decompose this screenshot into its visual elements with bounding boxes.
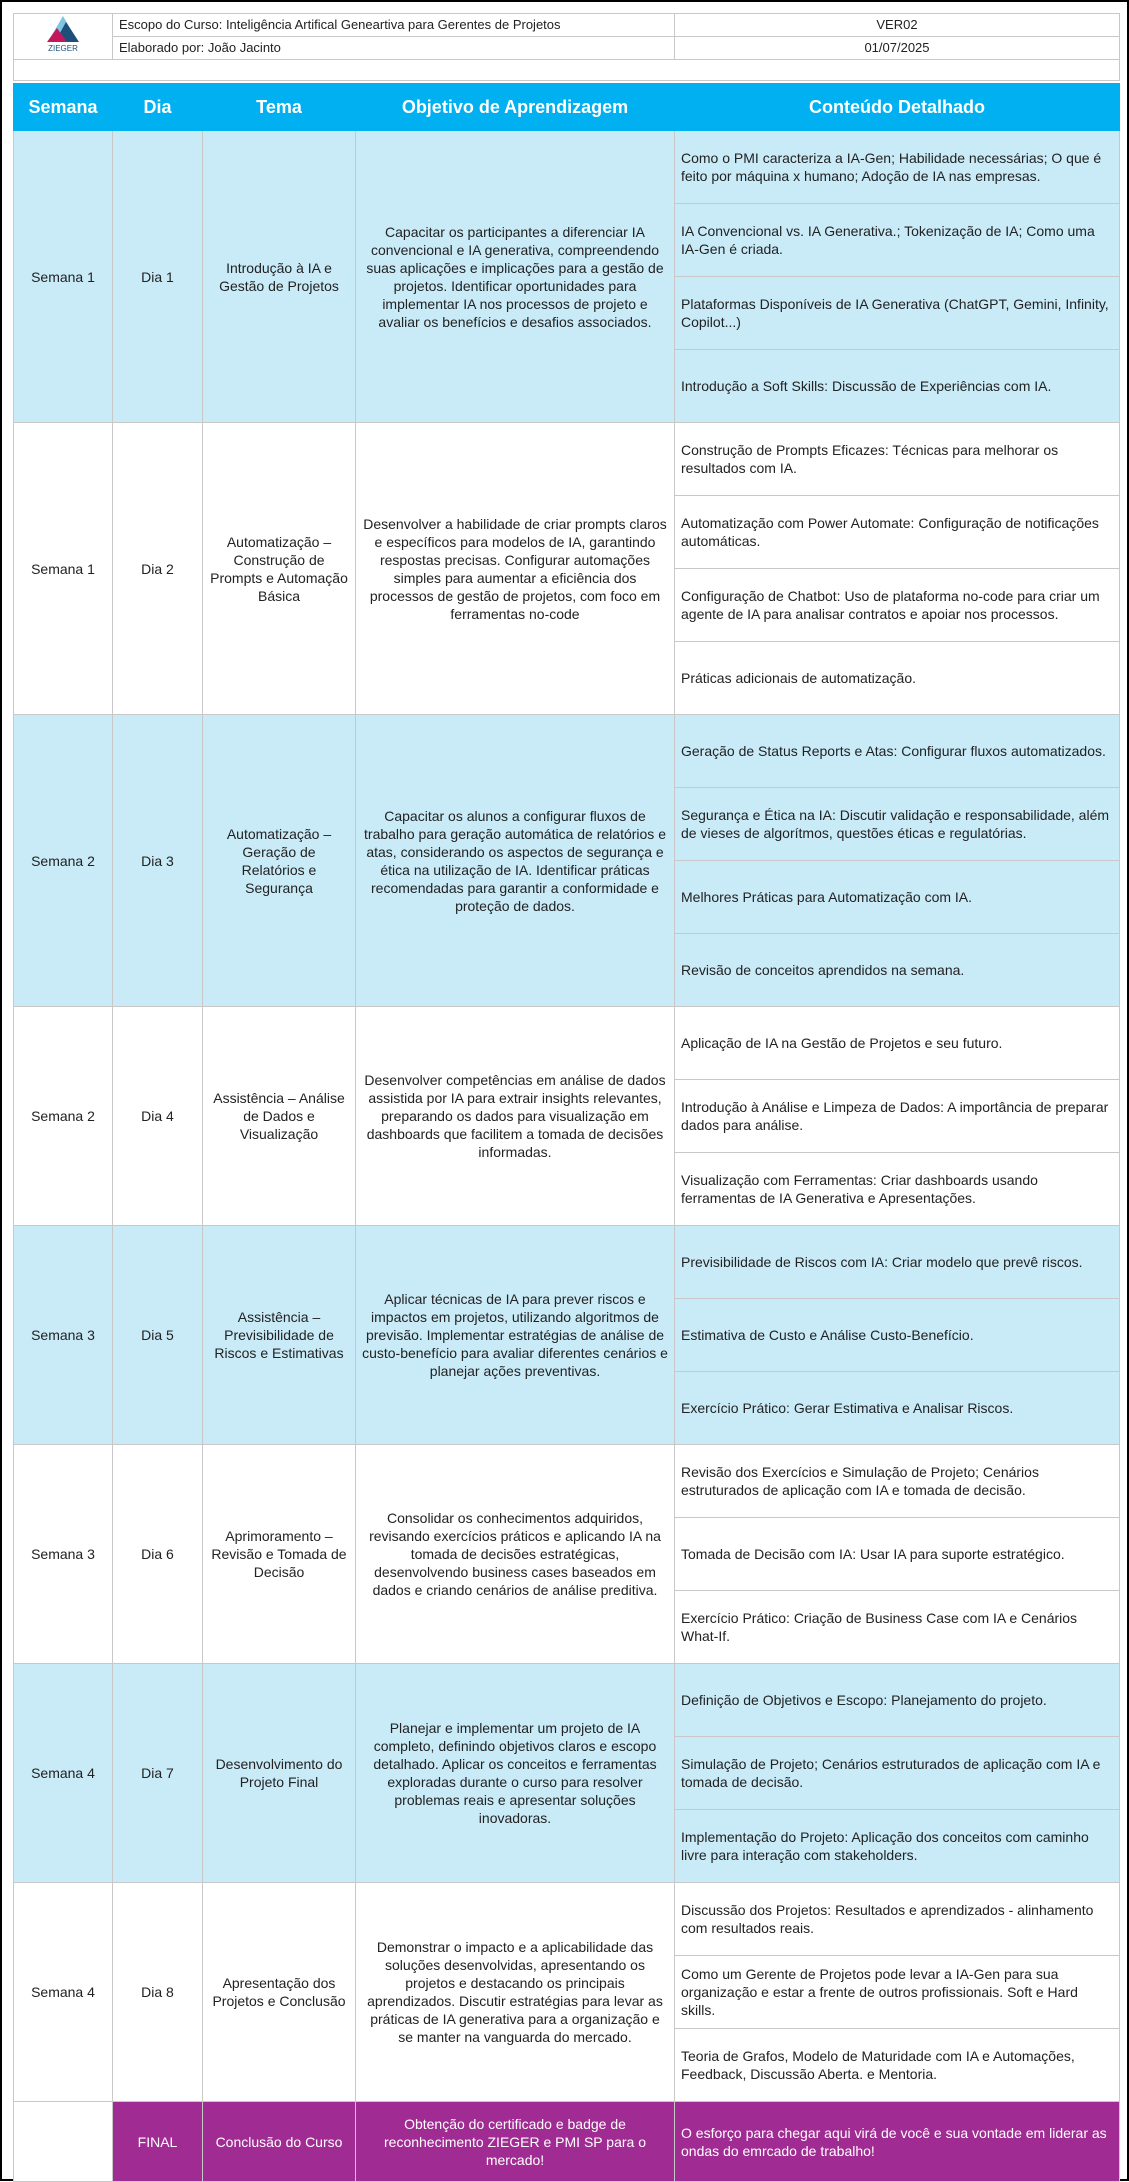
table-row — [14, 1445, 1120, 1518]
semana-cell: Semana 1 — [14, 423, 113, 715]
dia-cell: Dia 1 — [113, 131, 203, 423]
col-header-tema: Tema — [203, 84, 356, 131]
objetivo-cell: Capacitar os participantes a diferenciar IA convencional e IA generativa, compreendendo suas aplicações e implicações para a gestão de projetos. Identificar oportunidades para implementar IA nos processos de projeto e avaliar os benefícios e desafios associados. — [356, 131, 675, 423]
table-row — [14, 1664, 1120, 1737]
conteudo-cell: Segurança e Ética na IA: Discutir validação e responsabilidade, além de vieses de algorítmos, questões éticas e regulatórias. — [675, 788, 1120, 861]
dia-cell: Dia 5 — [113, 1226, 203, 1445]
objetivo-cell: Desenvolver a habilidade de criar prompts claros e específicos para modelos de IA, garantindo respostas precisas. Configurar automações simples para aumentar a eficiência dos processos de gestão de projetos, com foco em ferramentas no-code — [356, 423, 675, 715]
objetivo-cell: Desenvolver competências em análise de dados assistida por IA para extrair insights relevantes, preparando os dados para visualização em dashboards que facilitem a tomada de decisões informadas. — [356, 1007, 675, 1226]
tema-cell: Assistência – Previsibilidade de Riscos e Estimativas — [203, 1226, 356, 1445]
conteudo-cell: Automatização com Power Automate: Configuração de notificações automáticas. — [675, 496, 1120, 569]
conteudo-cell: Exercício Prático: Gerar Estimativa e Analisar Riscos. — [675, 1372, 1120, 1445]
document-header — [13, 13, 1120, 81]
conteudo-cell: Definição de Objetivos e Escopo: Planejamento do projeto. — [675, 1664, 1120, 1737]
final-tema-cell: Conclusão do Curso — [203, 2102, 356, 2182]
conteudo-cell: Configuração de Chatbot: Uso de plataforma no-code para criar um agente de IA para analisar contratos e apoiar nos processos. — [675, 569, 1120, 642]
dia-cell: Dia 8 — [113, 1883, 203, 2102]
author: Elaborado por: João Jacinto — [113, 37, 675, 60]
spacer-row — [14, 60, 1120, 81]
tema-cell: Automatização – Geração de Relatórios e Segurança — [203, 715, 356, 1007]
conteudo-cell: Tomada de Decisão com IA: Usar IA para suporte estratégico. — [675, 1518, 1120, 1591]
tema-cell: Introdução à IA e Gestão de Projetos — [203, 131, 356, 423]
conteudo-cell: Introdução à Análise e Limpeza de Dados: A importância de preparar dados para análise. — [675, 1080, 1120, 1153]
semana-cell: Semana 3 — [14, 1445, 113, 1664]
objetivo-cell: Consolidar os conhecimentos adquiridos, revisando exercícios práticos e aplicando IA na tomada de decisões estratégicas, desenvolvendo business cases baseados em dados e criando cenários de análise preditiva. — [356, 1445, 675, 1664]
table-row — [14, 1007, 1120, 1080]
semana-cell: Semana 2 — [14, 1007, 113, 1226]
dia-cell: Dia 6 — [113, 1445, 203, 1664]
dia-cell: Dia 2 — [113, 423, 203, 715]
objetivo-cell: Demonstrar o impacto e a aplicabilidade das soluções desenvolvidas, apresentando os projetos e destacando os principais aprendizados. Discutir estratégias para levar as práticas de IA generativa para a organização e se manter na vanguarda do mercado. — [356, 1883, 675, 2102]
conteudo-cell: Teoria de Grafos, Modelo de Maturidade com IA e Automações, Feedback, Discussão Aberta. e Mentoria. — [675, 2029, 1120, 2102]
conteudo-cell: Geração de Status Reports e Atas: Configurar fluxos automatizados. — [675, 715, 1120, 788]
version: VER02 — [675, 14, 1120, 37]
tema-cell: Aprimoramento – Revisão e Tomada de Decisão — [203, 1445, 356, 1664]
semana-cell: Semana 4 — [14, 1883, 113, 2102]
table-row — [14, 1226, 1120, 1299]
course-schedule-table — [13, 83, 1120, 2182]
conteudo-cell: Como um Gerente de Projetos pode levar a IA-Gen para sua organização e estar a frente de outros profissionais. Soft e Hard skills. — [675, 1956, 1120, 2029]
semana-cell: Semana 4 — [14, 1664, 113, 1883]
tema-cell: Apresentação dos Projetos e Conclusão — [203, 1883, 356, 2102]
conteudo-cell: Discussão dos Projetos: Resultados e aprendizados - alinhamento com resultados reais. — [675, 1883, 1120, 1956]
final-conteudo-cell: O esforço para chegar aqui virá de você e sua vontade em liderar as ondas do emrcado de trabalho! — [675, 2102, 1120, 2182]
table-row — [14, 715, 1120, 788]
tema-cell: Assistência – Análise de Dados e Visualização — [203, 1007, 356, 1226]
conteudo-cell: Construção de Prompts Eficazes: Técnicas para melhorar os resultados com IA. — [675, 423, 1120, 496]
objetivo-cell: Planejar e implementar um projeto de IA completo, definindo objetivos claros e escopo detalhado. Aplicar os conceitos e ferramentas exploradas durante o curso para resolver problemas reais e apresentar soluções inovadoras. — [356, 1664, 675, 1883]
semana-cell: Semana 1 — [14, 131, 113, 423]
logo-mountain-icon — [41, 14, 85, 54]
semana-cell: Semana 3 — [14, 1226, 113, 1445]
conteudo-cell: Melhores Práticas para Automatização com IA. — [675, 861, 1120, 934]
col-header-semana: Semana — [14, 84, 113, 131]
conteudo-cell: Revisão de conceitos aprendidos na semana. — [675, 934, 1120, 1007]
conteudo-cell: Aplicação de IA na Gestão de Projetos e seu futuro. — [675, 1007, 1120, 1080]
conteudo-cell: Exercício Prático: Criação de Business Case com IA e Cenários What-If. — [675, 1591, 1120, 1664]
dia-cell: Dia 7 — [113, 1664, 203, 1883]
final-objetivo-cell: Obtenção do certificado e badge de reconhecimento ZIEGER e PMI SP para o mercado! — [356, 2102, 675, 2182]
objetivo-cell: Capacitar os alunos a configurar fluxos de trabalho para geração automática de relatórios e atas, considerando os aspectos de segurança e ética na utilização de IA. Identificar práticas recomendadas para garantir a conformidade e proteção de dados. — [356, 715, 675, 1007]
conteudo-cell: IA Convencional vs. IA Generativa.; Tokenização de IA; Como uma IA-Gen é criada. — [675, 204, 1120, 277]
final-dia-cell: FINAL — [113, 2102, 203, 2182]
svg-text:ZIEGER: ZIEGER — [48, 44, 78, 53]
conteudo-cell: Introdução a Soft Skills: Discussão de Experiências com IA. — [675, 350, 1120, 423]
col-header-objetivo: Objetivo de Aprendizagem — [356, 84, 675, 131]
conteudo-cell: Previsibilidade de Riscos com IA: Criar modelo que prevê riscos. — [675, 1226, 1120, 1299]
final-row — [14, 2102, 1120, 2182]
tema-cell: Desenvolvimento do Projeto Final — [203, 1664, 356, 1883]
table-row — [14, 423, 1120, 496]
table-row — [14, 131, 1120, 204]
conteudo-cell: Como o PMI caracteriza a IA-Gen; Habilidade necessárias; O que é feito por máquina x humano; Adoção de IA nas empresas. — [675, 131, 1120, 204]
objetivo-cell: Aplicar técnicas de IA para prever riscos e impactos em projetos, utilizando algoritmos de previsão. Implementar estratégias de análise de custo-benefício para avaliar diferentes cenários e planejar ações preventivas. — [356, 1226, 675, 1445]
conteudo-cell: Simulação de Projeto; Cenários estruturados de aplicação com IA e tomada de decisão. — [675, 1737, 1120, 1810]
conteudo-cell: Práticas adicionais de automatização. — [675, 642, 1120, 715]
zieger-logo — [14, 14, 113, 60]
conteudo-cell: Implementação do Projeto: Aplicação dos conceitos com caminho livre para interação com stakeholders. — [675, 1810, 1120, 1883]
date: 01/07/2025 — [675, 37, 1120, 60]
tema-cell: Automatização – Construção de Prompts e Automação Básica — [203, 423, 356, 715]
conteudo-cell: Plataformas Disponíveis de IA Generativa (ChatGPT, Gemini, Infinity, Copilot...) — [675, 277, 1120, 350]
final-semana-cell — [14, 2102, 113, 2182]
conteudo-cell: Estimativa de Custo e Análise Custo-Benefício. — [675, 1299, 1120, 1372]
dia-cell: Dia 4 — [113, 1007, 203, 1226]
table-row — [14, 1883, 1120, 1956]
dia-cell: Dia 3 — [113, 715, 203, 1007]
semana-cell: Semana 2 — [14, 715, 113, 1007]
course-title: Escopo do Curso: Inteligência Artifical Geneartiva para Gerentes de Projetos — [113, 14, 675, 37]
col-header-dia: Dia — [113, 84, 203, 131]
conteudo-cell: Visualização com Ferramentas: Criar dashboards usando ferramentas de IA Generativa e Apresentações. — [675, 1153, 1120, 1226]
conteudo-cell: Revisão dos Exercícios e Simulação de Projeto; Cenários estruturados de aplicação com IA e tomada de decisão. — [675, 1445, 1120, 1518]
col-header-conteudo: Conteúdo Detalhado — [675, 84, 1120, 131]
table-header-row — [14, 84, 1120, 131]
